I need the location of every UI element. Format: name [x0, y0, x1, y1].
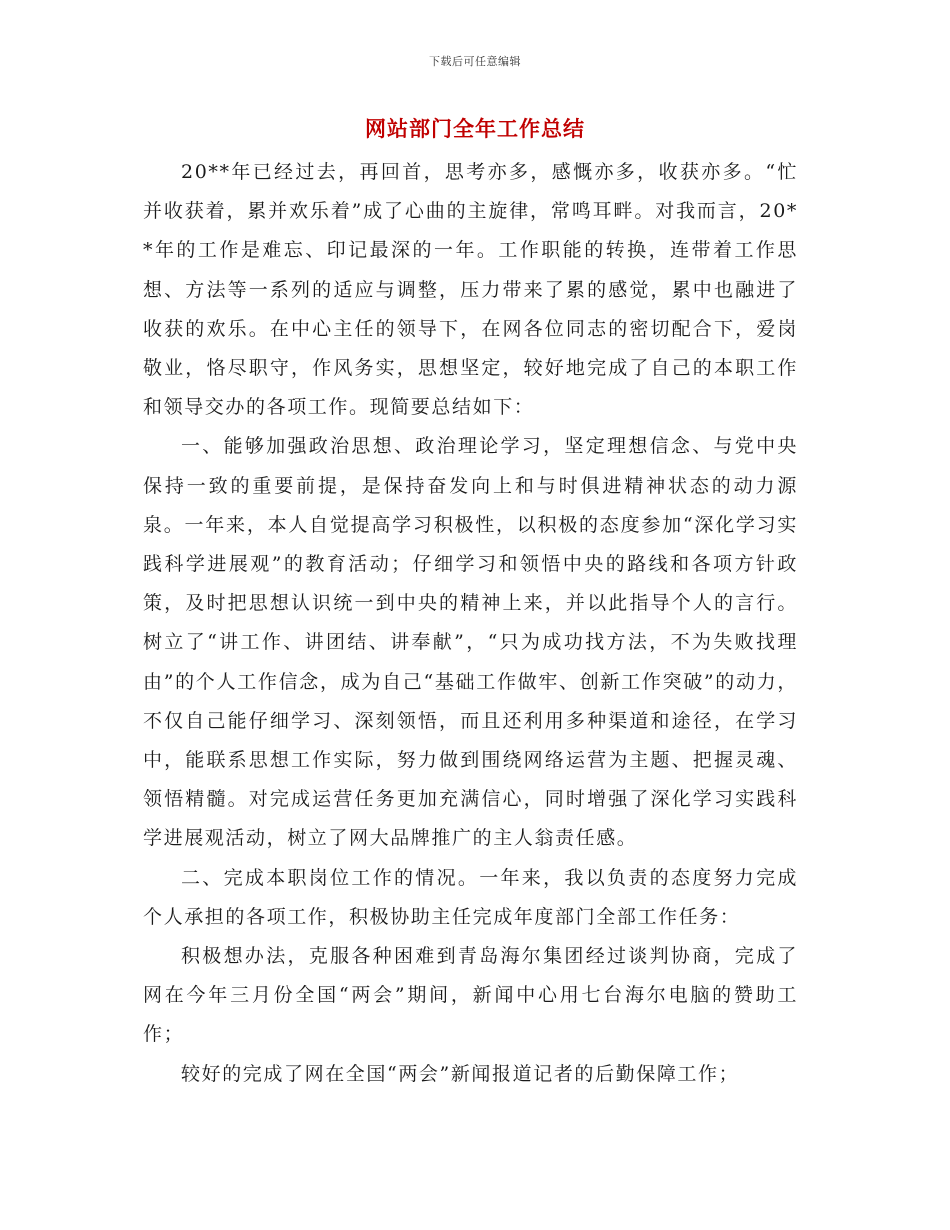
paragraph-item-one: 积极想办法，克服各种困难到青岛海尔集团经过谈判协商，完成了网在今年三月份全国“两会”期间，新闻中心用七台海尔电脑的赞助工作； — [143, 945, 798, 1046]
document-title: 网站部门全年工作总结 — [365, 117, 585, 141]
paragraph-intro: 20**年已经过去，再回首，思考亦多，感慨亦多，收获亦多。“忙并收获着，累并欢乐着”成了心曲的主旋律，常鸣耳畔。对我而言，20**年的工作是难忘、印记最深的一年。工作职能的转换，连带着工作思想、方法等一系列的适应与调整，压力带来了累的感觉，累中也融进了收获的欢乐。在中心主任的领导下，在网各位同志的密切配合下，爱岗敬业，恪尽职守，作风务实，思想坚定，较好地完成了自己的本职工作和领导交办的各项工作。现简要总结如下： — [143, 161, 798, 419]
paragraph-item-two: 较好的完成了网在全国“两会”新闻报道记者的后勤保障工作； — [181, 1062, 740, 1085]
document-body — [143, 153, 798, 1094]
header-note: 下载后可任意编辑 — [429, 55, 521, 68]
paragraph-section-two: 二、完成本职岗位工作的情况。一年来，我以负责的态度努力完成个人承担的各项工作，积极协助主任完成年度部门全部工作任务： — [143, 866, 798, 928]
paragraph-section-one: 一、能够加强政治思想、政治理论学习，坚定理想信念、与党中央保持一致的重要前提，是保持奋发向上和与时俱进精神状态的动力源泉。一年来，本人自觉提高学习积极性，以积极的态度参加“深化学习实践科学进展观”的教育活动；仔细学习和领悟中央的路线和各项方针政策，及时把思想认识统一到中央的精神上来，并以此指导个人的言行。树立了“讲工作、讲团结、讲奉献”，“只为成功找方法，不为失败找理由”的个人工作信念，成为自己“基础工作做牢、创新工作突破”的动力，不仅自己能仔细学习、深刻领悟，而且还利用多种渠道和途径，在学习中，能联系思想工作实际，努力做到围绕网络运营为主题、把握灵魂、领悟精髓。对完成运营任务更加充满信心，同时增强了深化学习实践科学进展观活动，树立了网大品牌推广的主人翁责任感。 — [143, 435, 798, 850]
